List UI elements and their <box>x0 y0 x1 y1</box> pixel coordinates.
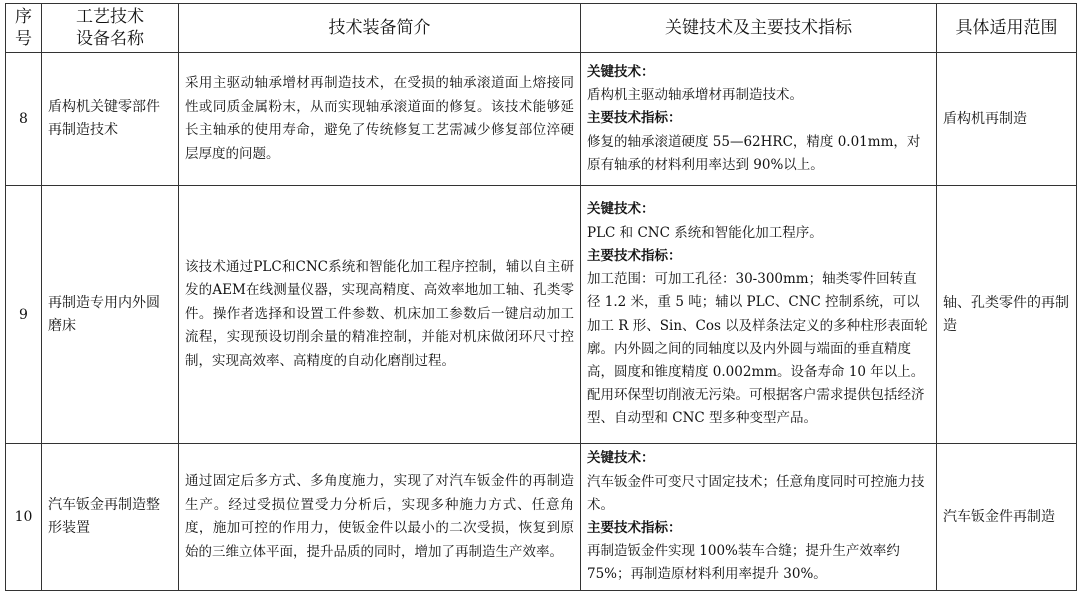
header-introduction: 技术装备简介 <box>179 4 581 53</box>
indicator-text: 再制造钣金件实现 100%装车合缝；提升生产效率约 75%；再制造原材料利用率提升 30%。 <box>587 543 900 583</box>
row-key-technology <box>581 53 937 186</box>
row-introduction: 该技术通过PLC和CNC系统和智能化加工程序控制，辅以自主研发的AEM在线测量仪器，实现高精度、高效率地加工轴、孔类零件。操作者选择和设置工件参数、机床加工参数后一键启动加工流程，实现预设切削余量的精准控制，并能对机床做闭环尺寸控制，实现高效率、高精度的自动化磨削过程。 <box>179 186 581 444</box>
row-scope: 汽车钣金件再制造 <box>937 444 1077 591</box>
key-tech-label: 关键技术： <box>587 63 655 80</box>
table-row <box>6 444 1077 591</box>
row-number: 9 <box>6 186 42 444</box>
technology-table <box>5 3 1077 591</box>
indicator-text: 修复的轴承滚道硬度 55—62HRC，精度 0.01mm，对原有轴承的材料利用率达到 90%以上。 <box>587 133 921 173</box>
row-key-technology <box>581 186 937 444</box>
header-application-scope: 具体适用范围 <box>937 4 1077 53</box>
row-introduction: 通过固定后多方式、多角度施力，实现了对汽车钣金件的再制造生产。经过受损位置受力分析后，实现多种施力方式、任意角度，施加可控的作用力，使钣金件以最小的二次受损，恢复到原始的三维立体平面，提升品质的同时，增加了再制造生产效率。 <box>179 444 581 591</box>
row-name: 再制造专用内外圆磨床 <box>42 186 179 444</box>
indicator-label: 主要技术指标： <box>587 110 682 127</box>
header-number: 序 号 <box>6 4 42 53</box>
key-tech-label: 关键技术： <box>587 201 655 218</box>
row-scope: 轴、孔类零件的再制造 <box>937 186 1077 444</box>
row-key-technology <box>581 444 937 591</box>
table-row <box>6 53 1077 186</box>
indicator-label: 主要技术指标： <box>587 520 682 536</box>
row-scope: 盾构机再制造 <box>937 53 1077 186</box>
table-row <box>6 186 1077 444</box>
row-introduction: 采用主驱动轴承增材再制造技术，在受损的轴承滚道面上熔接同性或同质金属粉末，从而实现轴承滚道面的修复。该技术能够延长主轴承的使用寿命，避免了传统修复工艺需减少修复部位淬硬层厚度的问题。 <box>179 53 581 186</box>
row-name: 盾构机关键零部件再制造技术 <box>42 53 179 186</box>
row-number: 10 <box>6 444 42 591</box>
key-tech-text: 汽车钣金件可变尺寸固定技术；任意角度同时可控施力技术。 <box>587 473 925 513</box>
indicator-label: 主要技术指标： <box>587 247 682 264</box>
key-tech-text: 盾构机主驱动轴承增材再制造技术。 <box>587 87 803 104</box>
row-number: 8 <box>6 53 42 186</box>
key-tech-label: 关键技术： <box>587 450 655 467</box>
header-process-name: 工艺技术 设备名称 <box>42 4 179 53</box>
row-name: 汽车钣金再制造整形装置 <box>42 444 179 591</box>
indicator-text: 加工范围：可加工孔径：30-300mm；轴类零件回转直径 1.2 米，重 5 吨；辅以 PLC、CNC 控制系统，可以加工 R 形、Sin、Cos 以及样条法定义的多种柱形表面轮廓。内外圆之间的同轴度以及内外圆与端面的垂直精度高，圆度和锥度精度 0.002mm。设备寿命 10 年以上。配用环保型切削液无污染。可根据客户需求提供包括经济型、自动型和 CNC 型多种变型产品。 <box>587 271 928 427</box>
key-tech-text: PLC 和 CNC 系统和智能化加工程序。 <box>587 224 823 241</box>
header-key-technology: 关键技术及主要技术指标 <box>581 4 937 53</box>
table-header-row <box>6 4 1077 53</box>
